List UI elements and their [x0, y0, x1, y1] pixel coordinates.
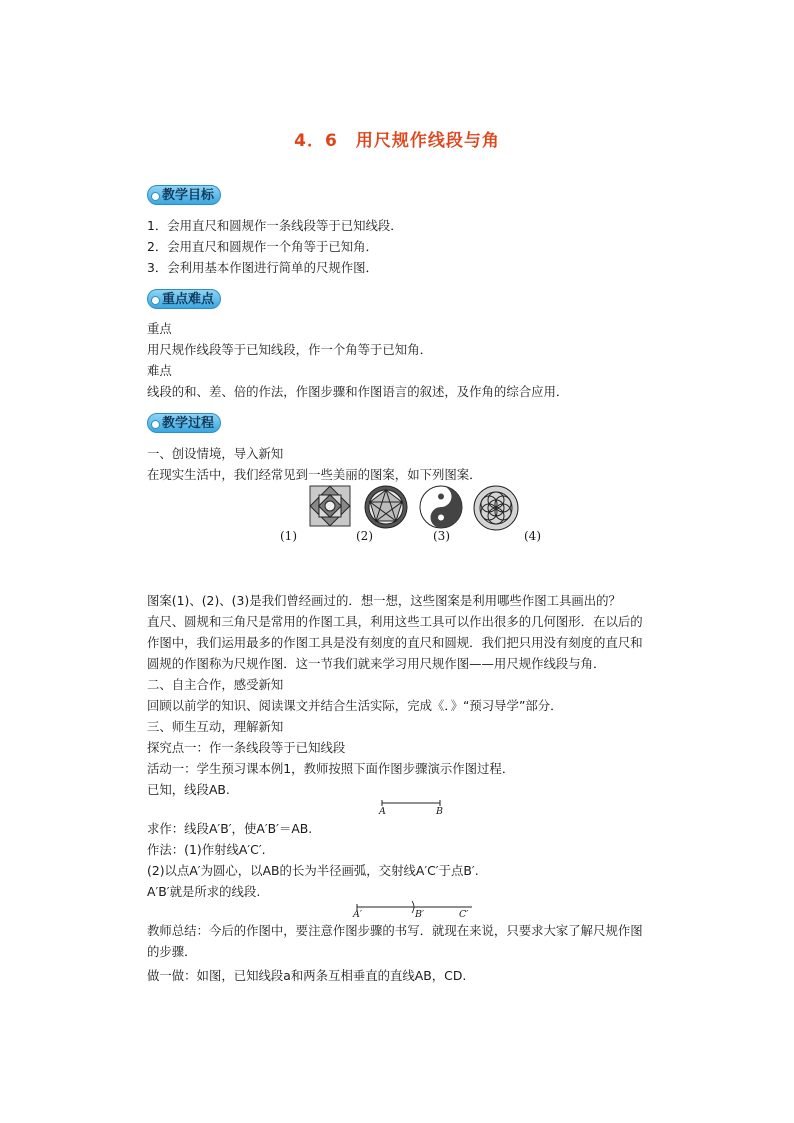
figure-caption: (3) [433, 529, 450, 543]
intro-text: 在现实生活中，我们经常见到一些美丽的图案，如下列图案． [147, 467, 482, 482]
figure-caption: (2) [356, 529, 373, 543]
method-step: 作法：(1)作射线A′C′. [147, 842, 266, 857]
pattern-figure-3 [418, 484, 464, 530]
bullet-icon [151, 420, 160, 429]
require-text: 求作：线段A′B′，使A′B′＝AB. [147, 821, 313, 836]
intro-heading: 一、创设情境，导入新知 [147, 446, 284, 461]
section-badge-objectives [147, 185, 221, 205]
section-badge-key-points [147, 289, 221, 309]
method-step: (2)以点A′为圆心，以AB的长为半径画弧，交射线A′C′于点B′. [147, 863, 479, 878]
key-label: 重点 [147, 321, 172, 336]
section-label: 重点难点 [162, 292, 215, 307]
activity-text: 活动一：学生预习课本例1，教师按照下面作图步骤演示作图过程． [147, 761, 515, 776]
section-heading: 三、师生互动，理解新知 [147, 719, 284, 734]
figure-caption: (1) [280, 529, 297, 543]
paragraph: 直尺、圆规和三角尺是常用的作图工具，利用这些工具可以作出很多的几何图形．在以后的作图中，我们运用最多的作图工具是没有刻度的直尺和圆规．我们把只用没有刻度的直尺和圆规的作图称为尺规作图．这一节我们就来学习用尺规作图——用尺规作线段与角． [147, 614, 643, 671]
pattern-figure-4 [472, 484, 520, 532]
section-heading: 二、自主合作，感受新知 [147, 677, 284, 692]
point-label: B′ [415, 909, 425, 920]
section-label: 教学目标 [162, 188, 215, 203]
try-text: 做一做：如图，已知线段a和两条互相垂直的直线AB，CD. [147, 968, 467, 983]
section-badge-process [147, 413, 221, 433]
pattern-figure-1 [308, 484, 352, 528]
explore-heading: 探究点一：作一条线段等于已知线段 [147, 740, 346, 755]
objective-item: 3．会利用基本作图进行简单的尺规作图． [147, 260, 378, 275]
figure-caption: (4) [524, 529, 541, 543]
difficulty-label: 难点 [147, 363, 172, 378]
page-title: 4．6 用尺规作线段与角 [294, 131, 500, 151]
point-label: C′ [459, 909, 469, 920]
paragraph: 回顾以前学的知识、阅读课文并结合生活实际，完成《．》“预习导学”部分． [147, 698, 563, 713]
objective-item: 1．会用直尺和圆规作一条线段等于已知线段． [147, 218, 403, 233]
difficulty-text: 线段的和、差、倍的作法，作图步骤和作图语言的叙述，及作角的综合应用． [147, 384, 569, 399]
summary-text: 教师总结：今后的作图中，要注意作图步骤的书写．就现在来说，只要求大家了解尺规作图的步骤． [147, 923, 643, 959]
bullet-icon [151, 296, 160, 305]
paragraph: 图案(1)、(2)、(3)是我们曾经画过的．想一想，这些图案是利用哪些作图工具画出的？ [147, 593, 621, 608]
section-label: 教学过程 [162, 416, 215, 431]
point-label: A [379, 806, 386, 817]
key-text: 用尺规作线段等于已知线段，作一个角等于已知角． [147, 342, 432, 357]
point-label: B [436, 806, 443, 817]
given-text: 已知，线段AB. [147, 782, 230, 797]
result-text: A′B′就是所求的线段. [147, 884, 261, 899]
objective-item: 2．会用直尺和圆规作一个角等于已知角． [147, 239, 378, 254]
bullet-icon [151, 192, 160, 201]
pattern-figure-2 [363, 484, 409, 530]
point-label: A′ [353, 909, 363, 920]
